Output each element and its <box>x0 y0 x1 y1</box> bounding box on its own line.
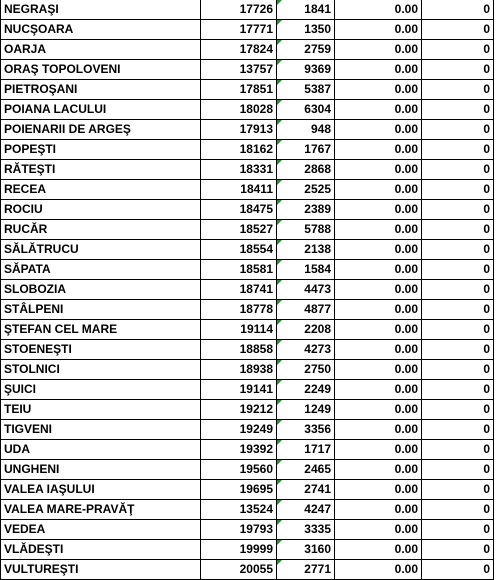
cell-population[interactable]: 2868 <box>277 160 335 180</box>
cell-code[interactable]: 19249 <box>201 420 277 440</box>
cell-code[interactable]: 19793 <box>201 520 277 540</box>
cell-name[interactable]: UNGHENI <box>1 460 201 480</box>
cell-value-integer[interactable]: 0 <box>422 400 494 420</box>
table-row <box>1 80 494 100</box>
cell-population[interactable]: 2759 <box>277 40 335 60</box>
cell-code[interactable]: 18527 <box>201 220 277 240</box>
table-row <box>1 500 494 520</box>
cell-value-decimal[interactable]: 0.00 <box>335 260 422 280</box>
cell-population[interactable]: 1717 <box>277 440 335 460</box>
cell-code[interactable]: 13757 <box>201 60 277 80</box>
cell-code[interactable]: 17726 <box>201 0 277 20</box>
cell-population[interactable]: 3335 <box>277 520 335 540</box>
cell-value-decimal[interactable]: 0.00 <box>335 420 422 440</box>
cell-code[interactable]: 17851 <box>201 80 277 100</box>
cell-population[interactable]: 1841 <box>277 0 335 20</box>
table-row <box>1 300 494 320</box>
cell-value-integer[interactable]: 0 <box>422 80 494 100</box>
cell-name[interactable]: VALEA IAŞULUI <box>1 480 201 500</box>
cell-value-integer[interactable]: 0 <box>422 480 494 500</box>
table-row <box>1 100 494 120</box>
cell-name[interactable]: ORAŞ TOPOLOVENI <box>1 60 201 80</box>
cell-code[interactable]: 18475 <box>201 200 277 220</box>
cell-code[interactable]: 19695 <box>201 480 277 500</box>
cell-value-decimal[interactable]: 0.00 <box>335 320 422 340</box>
cell-name[interactable]: SĂLĂTRUCU <box>1 240 201 260</box>
table-row <box>1 420 494 440</box>
cell-value-integer[interactable]: 0 <box>422 440 494 460</box>
sheet-edge <box>494 0 500 580</box>
cell-name[interactable]: RĂTEŞTI <box>1 160 201 180</box>
cell-value-decimal[interactable]: 0.00 <box>335 360 422 380</box>
cell-value-integer[interactable]: 0 <box>422 240 494 260</box>
cell-code[interactable]: 20055 <box>201 560 277 580</box>
cell-population[interactable]: 2741 <box>277 480 335 500</box>
cell-value-integer[interactable]: 0 <box>422 380 494 400</box>
table-row <box>1 340 494 360</box>
cell-value-decimal[interactable]: 0.00 <box>335 500 422 520</box>
cell-code[interactable]: 17824 <box>201 40 277 60</box>
cell-name[interactable]: VULTUREŞTI <box>1 560 201 580</box>
cell-code[interactable]: 19141 <box>201 380 277 400</box>
cell-code[interactable]: 19212 <box>201 400 277 420</box>
cell-value-integer[interactable]: 0 <box>422 120 494 140</box>
cell-value-decimal[interactable]: 0.00 <box>335 380 422 400</box>
cell-value-decimal[interactable]: 0.00 <box>335 180 422 200</box>
cell-code[interactable]: 17771 <box>201 20 277 40</box>
cell-value-decimal[interactable]: 0.00 <box>335 440 422 460</box>
cell-value-integer[interactable]: 0 <box>422 460 494 480</box>
cell-value-integer[interactable]: 0 <box>422 160 494 180</box>
cell-value-integer[interactable]: 0 <box>422 280 494 300</box>
table-row <box>1 260 494 280</box>
cell-value-integer[interactable]: 0 <box>422 300 494 320</box>
table-row <box>1 360 494 380</box>
table-row <box>1 60 494 80</box>
cell-name[interactable]: PIETROŞANI <box>1 80 201 100</box>
cell-population[interactable]: 2750 <box>277 360 335 380</box>
cell-name[interactable]: POIANA LACULUI <box>1 100 201 120</box>
cell-value-integer[interactable]: 0 <box>422 560 494 580</box>
cell-value-decimal[interactable]: 0.00 <box>335 560 422 580</box>
cell-name[interactable]: POPEŞTI <box>1 140 201 160</box>
table-row <box>1 0 494 20</box>
cell-value-integer[interactable]: 0 <box>422 60 494 80</box>
cell-population[interactable]: 2138 <box>277 240 335 260</box>
cell-population[interactable]: 3356 <box>277 420 335 440</box>
cell-name[interactable]: VALEA MARE-PRAVĂŢ <box>1 500 201 520</box>
table-row <box>1 280 494 300</box>
table-row <box>1 540 494 560</box>
cell-name[interactable]: STÂLPENI <box>1 300 201 320</box>
cell-value-integer[interactable]: 0 <box>422 0 494 20</box>
cell-value-integer[interactable]: 0 <box>422 200 494 220</box>
cell-population[interactable]: 2249 <box>277 380 335 400</box>
table-row <box>1 140 494 160</box>
cell-population[interactable]: 1584 <box>277 260 335 280</box>
cell-name[interactable]: UDA <box>1 440 201 460</box>
cell-population[interactable]: 5788 <box>277 220 335 240</box>
cell-code[interactable]: 18411 <box>201 180 277 200</box>
cell-value-decimal[interactable]: 0.00 <box>335 40 422 60</box>
cell-value-integer[interactable]: 0 <box>422 220 494 240</box>
cell-value-decimal[interactable]: 0.00 <box>335 340 422 360</box>
cell-code[interactable]: 18331 <box>201 160 277 180</box>
cell-value-decimal[interactable]: 0.00 <box>335 60 422 80</box>
cell-value-integer[interactable]: 0 <box>422 340 494 360</box>
cell-value-integer[interactable]: 0 <box>422 100 494 120</box>
table-row <box>1 320 494 340</box>
cell-code[interactable]: 18162 <box>201 140 277 160</box>
table-row <box>1 180 494 200</box>
cell-population[interactable]: 9369 <box>277 60 335 80</box>
cell-population[interactable]: 2525 <box>277 180 335 200</box>
cell-population[interactable]: 1767 <box>277 140 335 160</box>
cell-code[interactable]: 18778 <box>201 300 277 320</box>
cell-name[interactable]: ŞTEFAN CEL MARE <box>1 320 201 340</box>
cell-code[interactable]: 18028 <box>201 100 277 120</box>
table-row <box>1 120 494 140</box>
table-row <box>1 220 494 240</box>
cell-value-decimal[interactable]: 0.00 <box>335 160 422 180</box>
cell-value-decimal[interactable]: 0.00 <box>335 80 422 100</box>
table-row <box>1 40 494 60</box>
cell-name[interactable]: OARJA <box>1 40 201 60</box>
cell-value-integer[interactable]: 0 <box>422 140 494 160</box>
cell-name[interactable]: RECEA <box>1 180 201 200</box>
table-row <box>1 460 494 480</box>
cell-value-decimal[interactable]: 0.00 <box>335 520 422 540</box>
cell-population[interactable]: 1350 <box>277 20 335 40</box>
cell-value-decimal[interactable]: 0.00 <box>335 120 422 140</box>
cell-value-integer[interactable]: 0 <box>422 180 494 200</box>
cell-name[interactable]: STOENEŞTI <box>1 340 201 360</box>
cell-code[interactable]: 18938 <box>201 360 277 380</box>
cell-name[interactable]: STOLNICI <box>1 360 201 380</box>
cell-population[interactable]: 2389 <box>277 200 335 220</box>
cell-code[interactable]: 19114 <box>201 320 277 340</box>
cell-population[interactable]: 948 <box>277 120 335 140</box>
cell-value-integer[interactable]: 0 <box>422 320 494 340</box>
cell-value-integer[interactable]: 0 <box>422 260 494 280</box>
cell-population[interactable]: 4877 <box>277 300 335 320</box>
cell-value-integer[interactable]: 0 <box>422 420 494 440</box>
table-body <box>1 0 494 580</box>
cell-population[interactable]: 4247 <box>277 500 335 520</box>
cell-value-decimal[interactable]: 0.00 <box>335 100 422 120</box>
cell-value-decimal[interactable]: 0.00 <box>335 20 422 40</box>
cell-name[interactable]: NEGRAŞI <box>1 0 201 20</box>
cell-value-integer[interactable]: 0 <box>422 20 494 40</box>
cell-code[interactable]: 18581 <box>201 260 277 280</box>
cell-name[interactable]: TIGVENI <box>1 420 201 440</box>
cell-value-decimal[interactable]: 0.00 <box>335 540 422 560</box>
cell-name[interactable]: RUCĂR <box>1 220 201 240</box>
cell-value-decimal[interactable]: 0.00 <box>335 460 422 480</box>
cell-population[interactable]: 3160 <box>277 540 335 560</box>
cell-name[interactable]: ROCIU <box>1 200 201 220</box>
cell-value-decimal[interactable]: 0.00 <box>335 400 422 420</box>
cell-code[interactable]: 18554 <box>201 240 277 260</box>
table-row <box>1 240 494 260</box>
cell-population[interactable]: 5387 <box>277 80 335 100</box>
cell-value-decimal[interactable]: 0.00 <box>335 280 422 300</box>
cell-code[interactable]: 18741 <box>201 280 277 300</box>
cell-name[interactable]: ŞUICI <box>1 380 201 400</box>
cell-value-decimal[interactable]: 0.00 <box>335 140 422 160</box>
cell-population[interactable]: 2465 <box>277 460 335 480</box>
table-row <box>1 560 494 580</box>
table-row <box>1 160 494 180</box>
cell-code[interactable]: 19999 <box>201 540 277 560</box>
cell-population[interactable]: 1249 <box>277 400 335 420</box>
cell-population[interactable]: 6304 <box>277 100 335 120</box>
table-row <box>1 400 494 420</box>
cell-value-integer[interactable]: 0 <box>422 540 494 560</box>
cell-code[interactable]: 19560 <box>201 460 277 480</box>
cell-name[interactable]: POIENARII DE ARGEŞ <box>1 120 201 140</box>
cell-name[interactable]: SĂPATA <box>1 260 201 280</box>
cell-value-integer[interactable]: 0 <box>422 500 494 520</box>
table-row <box>1 380 494 400</box>
cell-population[interactable]: 2208 <box>277 320 335 340</box>
cell-value-integer[interactable]: 0 <box>422 360 494 380</box>
table-row <box>1 20 494 40</box>
cell-name[interactable]: NUCŞOARA <box>1 20 201 40</box>
cell-code[interactable]: 19392 <box>201 440 277 460</box>
table-row <box>1 440 494 460</box>
cell-value-decimal[interactable]: 0.00 <box>335 300 422 320</box>
table-row <box>1 520 494 540</box>
cell-value-decimal[interactable]: 0.00 <box>335 480 422 500</box>
table-row <box>1 480 494 500</box>
table-row <box>1 200 494 220</box>
cell-code[interactable]: 18858 <box>201 340 277 360</box>
cell-value-integer[interactable]: 0 <box>422 520 494 540</box>
cell-value-integer[interactable]: 0 <box>422 40 494 60</box>
cell-value-decimal[interactable]: 0.00 <box>335 240 422 260</box>
cell-name[interactable]: VLĂDEŞTI <box>1 540 201 560</box>
cell-value-decimal[interactable]: 0.00 <box>335 220 422 240</box>
cell-population[interactable]: 4273 <box>277 340 335 360</box>
cell-name[interactable]: SLOBOZIA <box>1 280 201 300</box>
cell-value-decimal[interactable]: 0.00 <box>335 0 422 20</box>
cell-population[interactable]: 4473 <box>277 280 335 300</box>
cell-code[interactable]: 17913 <box>201 120 277 140</box>
cell-value-decimal[interactable]: 0.00 <box>335 200 422 220</box>
cell-code[interactable]: 13524 <box>201 500 277 520</box>
cell-population[interactable]: 2771 <box>277 560 335 580</box>
cell-name[interactable]: TEIU <box>1 400 201 420</box>
cell-name[interactable]: VEDEA <box>1 520 201 540</box>
